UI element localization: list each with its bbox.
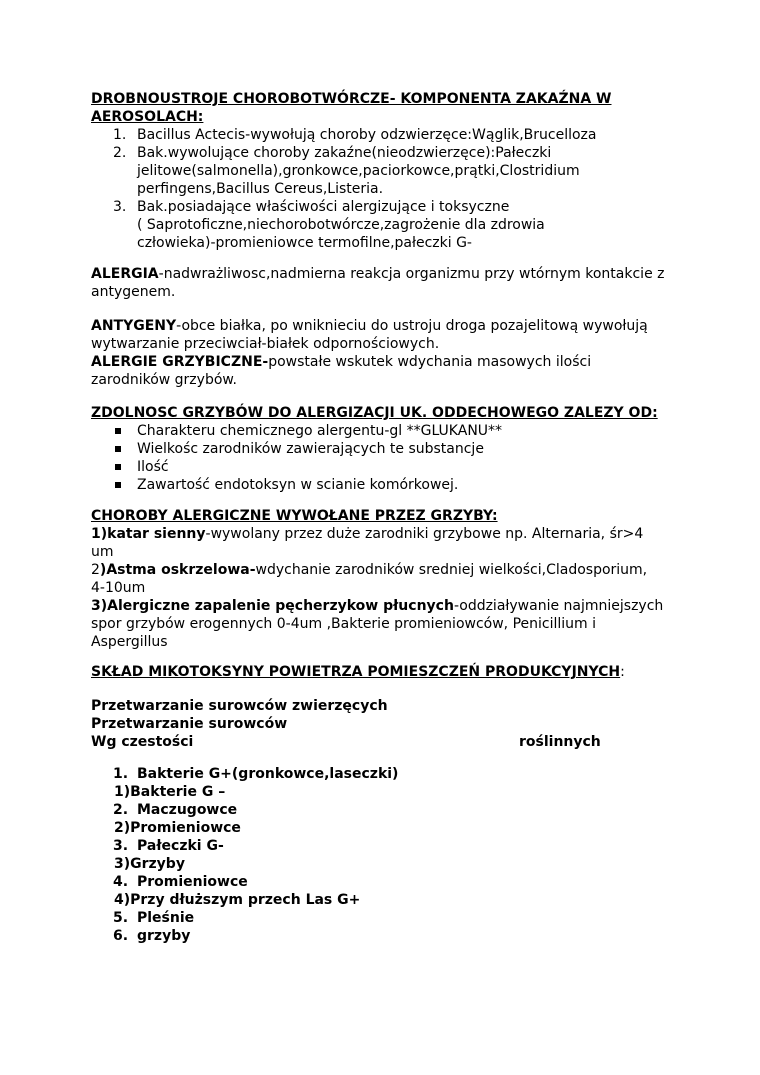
header-frequency: Wg czestości <box>91 734 194 750</box>
header-plant: Przetwarzanie surowców <box>91 716 288 732</box>
list-item-text: Promieniowce <box>137 874 248 890</box>
header-plant-suffix: roślinnych <box>519 734 601 750</box>
factor-list <box>91 422 691 494</box>
disease-text: Aspergillus <box>91 634 168 650</box>
square-bullet-icon <box>115 428 121 434</box>
mycotoxin-headers <box>91 697 711 751</box>
list-item <box>91 765 691 783</box>
list-item-text: Bakterie G+(gronkowce,laseczki) <box>137 766 399 782</box>
list-item-text: 3)Grzyby <box>114 856 185 872</box>
list-item <box>91 144 691 198</box>
list-subitem <box>91 819 691 837</box>
list-item-text: Charakteru chemicznego alergentu-gl **GLUKANU** <box>137 423 503 439</box>
disease-text: wdychanie zarodników sredniej wielkości,Cladosporium, <box>255 562 648 578</box>
list-item-text: Pleśnie <box>137 910 195 926</box>
list-item-text: Bak.posiadające właściwości alergizujące i toksyczne <box>137 199 510 215</box>
list-item-text: Pałeczki G- <box>137 838 224 854</box>
definition-text: -nadwrażliwosc,nadmierna reakcja organizmu przy wtórnym kontakcie z <box>158 266 665 282</box>
pathogen-list <box>91 126 691 252</box>
list-number: 4. <box>113 874 129 890</box>
header-frequency-row <box>91 733 711 751</box>
list-item-text: Zawartość endotoksyn w scianie komórkowej. <box>137 477 459 493</box>
section-title: SKŁAD MIKOTOKSYNY POWIETRZA POMIESZCZEŃ PRODUKCYJNYCH <box>91 664 621 680</box>
square-bullet-icon <box>115 482 121 488</box>
square-bullet-icon <box>115 446 121 452</box>
term: ALERGIE GRZYBICZNE- <box>91 354 269 370</box>
header-animal: Przetwarzanie surowców zwierzęcych <box>91 698 388 714</box>
list-number: 2. <box>113 802 129 818</box>
list-subitem <box>91 891 691 909</box>
list-number: 2. <box>113 145 127 161</box>
list-item-text: Ilość <box>137 459 169 475</box>
definition-text: wytwarzanie przeciwciał-białek odpornościowych. <box>91 336 440 352</box>
list-number: 6. <box>113 928 129 944</box>
list-subitem <box>91 855 691 873</box>
list-item-text: Wielkośc zarodników zawierających te substancje <box>137 441 484 457</box>
list-item-text: 2)Promieniowce <box>114 820 241 836</box>
title-colon: : <box>620 664 625 680</box>
disease-name: 3)Alergiczne zapalenie pęcherzykow płucnych <box>91 598 454 614</box>
alergia-definition <box>91 265 691 301</box>
definition-text: powstałe wskutek wdychania masowych ilości <box>268 354 592 370</box>
section-pathogens <box>91 90 691 252</box>
list-item-text: jelitowe(salmonella),gronkowce,paciorkowce,prątki,Clostridium <box>137 163 580 179</box>
disease-text: 4-10um <box>91 580 146 596</box>
list-item <box>91 837 691 855</box>
disease-text: um <box>91 544 114 560</box>
list-number: 1. <box>113 127 127 143</box>
list-item-text: Bacillus Actecis-wywołują choroby odzwierzęce:Wąglik,Brucelloza <box>137 127 597 143</box>
disease-number: 2 <box>91 562 100 578</box>
list-number: 3. <box>113 838 129 854</box>
disease-text: -oddziaływanie najmniejszych <box>453 598 664 614</box>
list-item <box>91 458 691 476</box>
section-mycotoxins <box>91 663 711 681</box>
list-number: 1. <box>113 766 129 782</box>
disease-text: -wywolany przez duże zarodniki grzybowe np. Alternaria, śr>4 <box>205 526 644 542</box>
list-item-text: Maczugowce <box>137 802 238 818</box>
list-number: 3. <box>113 199 127 215</box>
definition-text: zarodników grzybów. <box>91 372 238 388</box>
list-item <box>91 476 691 494</box>
section-title-line-1: DROBNOUSTROJE CHOROBOTWÓRCZE- KOMPONENTA ZAKAŹNA W <box>91 91 612 107</box>
list-item <box>91 422 691 440</box>
square-bullet-icon <box>115 464 121 470</box>
list-item-text: człowieka)-promieniowce termofilne,pałeczki G- <box>137 235 472 251</box>
term: ANTYGENY <box>91 318 177 334</box>
antygeny-definition <box>91 317 691 389</box>
definition-text: antygenem. <box>91 284 176 300</box>
list-item <box>91 801 691 819</box>
list-item <box>91 927 691 945</box>
list-subitem <box>91 783 691 801</box>
disease-text: spor grzybów erogennych 0-4um ,Bakterie promieniowców, Penicillium i <box>91 616 596 632</box>
list-item-text: Bak.wywolujące choroby zakaźne(nieodzwierzęce):Pałeczki <box>137 145 552 161</box>
list-item <box>91 909 691 927</box>
list-item <box>91 440 691 458</box>
mycotoxin-list <box>91 765 691 945</box>
term: ALERGIA <box>91 266 159 282</box>
list-item <box>91 198 691 252</box>
list-item-text: grzyby <box>137 928 191 944</box>
section-title: CHOROBY ALERGICZNE WYWOŁANE PRZEZ GRZYBY: <box>91 508 498 524</box>
section-title: ZDOLNOSC GRZYBÓW DO ALERGIZACJI UK. ODDECHOWEGO ZALEZY OD: <box>91 405 658 421</box>
list-item-text: 1)Bakterie G – <box>114 784 226 800</box>
list-item-text: 4)Przy dłuższym przech Las G+ <box>114 892 361 908</box>
list-item-text: ( Saprotoficzne,niechorobotwórcze,zagrożenie dla zdrowia <box>137 217 545 233</box>
list-item-text: perfingens,Bacillus Cereus,Listeria. <box>137 181 384 197</box>
section-allergic-diseases <box>91 507 691 651</box>
section-title-line-2: AEROSOLACH: <box>91 109 204 125</box>
section-allergization <box>91 404 691 494</box>
list-number: 5. <box>113 910 129 926</box>
disease-name: )Astma oskrzelowa- <box>99 562 256 578</box>
list-item <box>91 126 691 144</box>
definition-text: -obce białka, po wniknieciu do ustroju droga pozajelitową wywołują <box>176 318 648 334</box>
disease-name: 1)katar sienny <box>91 526 206 542</box>
list-item <box>91 873 691 891</box>
